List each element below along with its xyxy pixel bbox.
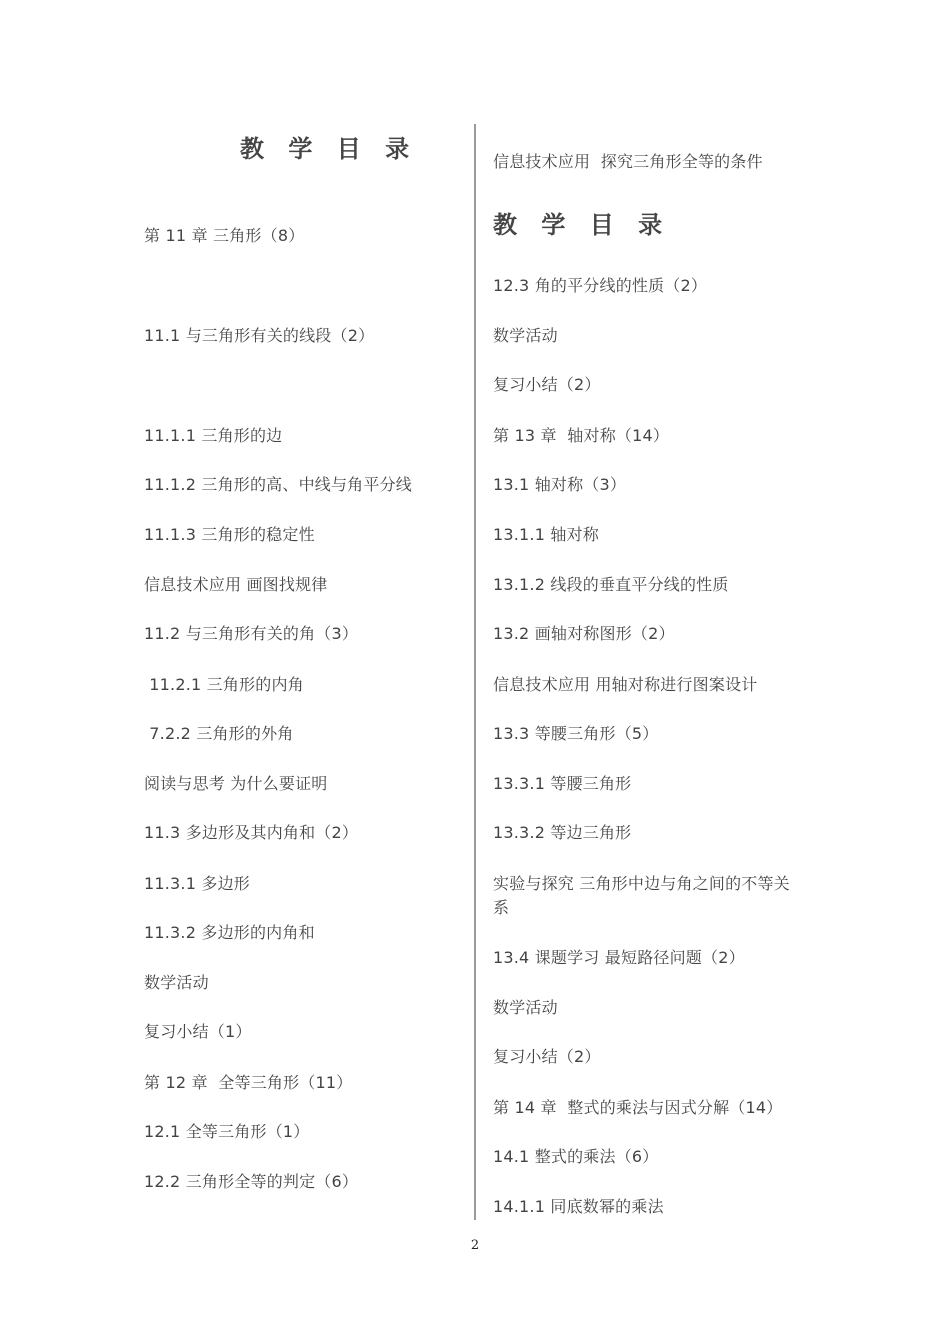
toc-item: 13.3 等腰三角形（5）: [493, 724, 659, 743]
toc-item: 12.2 三角形全等的判定（6）: [144, 1172, 359, 1191]
toc-item: 信息技术应用 探究三角形全等的条件: [493, 152, 763, 171]
toc-item: 13.3.1 等腰三角形: [493, 774, 632, 793]
toc-item: 复习小结（2）: [493, 375, 601, 394]
toc-item: 信息技术应用 画图找规律: [144, 575, 328, 594]
toc-item: 14.1 整式的乘法（6）: [493, 1147, 659, 1166]
toc-item: 数学活动: [493, 326, 558, 345]
toc-item: 7.2.2 三角形的外角: [144, 724, 294, 743]
toc-item: 11.3.1 多边形: [144, 874, 250, 893]
toc-item: 实验与探究 三角形中边与角之间的不等关系: [493, 874, 790, 917]
toc-item: 13.1.1 轴对称: [493, 525, 599, 544]
toc-item: 11.1.1 三角形的边: [144, 426, 283, 445]
column-divider: [474, 124, 476, 1220]
toc-item: 13.1 轴对称（3）: [493, 475, 627, 494]
toc-item: 11.1.2 三角形的高、中线与角平分线: [144, 475, 412, 494]
toc-item: 数学活动: [493, 998, 558, 1017]
toc-item: 11.1 与三角形有关的线段（2）: [144, 326, 375, 345]
toc-item: 数学活动: [144, 973, 209, 992]
toc-item: 第 13 章 轴对称（14）: [493, 426, 670, 445]
page-number: 2: [470, 1238, 480, 1253]
toc-item: 14.1.1 同底数幂的乘法: [493, 1197, 664, 1216]
toc-item: 复习小结（2）: [493, 1047, 601, 1066]
toc-item: 第 11 章 三角形（8）: [144, 226, 305, 245]
toc-item: 11.3 多边形及其内角和（2）: [144, 823, 359, 842]
toc-item: 第 12 章 全等三角形（11）: [144, 1073, 353, 1092]
toc-item: 11.2.1 三角形的内角: [144, 675, 304, 694]
toc-item: 信息技术应用 用轴对称进行图案设计: [493, 675, 758, 694]
left-heading: 教 学 目 录: [240, 135, 418, 163]
toc-item: 13.4 课题学习 最短路径问题（2）: [493, 948, 745, 967]
toc-item: 13.1.2 线段的垂直平分线的性质: [493, 575, 729, 594]
toc-item: 11.1.3 三角形的稳定性: [144, 525, 315, 544]
toc-item: 12.3 角的平分线的性质（2）: [493, 276, 708, 295]
toc-item: 阅读与思考 为什么要证明: [144, 774, 328, 793]
toc-item: 复习小结（1）: [144, 1022, 252, 1041]
toc-item: 13.2 画轴对称图形（2）: [493, 624, 675, 643]
toc-item: 11.3.2 多边形的内角和: [144, 923, 315, 942]
toc-item: 12.1 全等三角形（1）: [144, 1122, 310, 1141]
toc-item: 11.2 与三角形有关的角（3）: [144, 624, 359, 643]
right-heading: 教 学 目 录: [493, 211, 671, 239]
toc-item: 第 14 章 整式的乘法与因式分解（14）: [493, 1098, 783, 1117]
toc-item: 13.3.2 等边三角形: [493, 823, 632, 842]
